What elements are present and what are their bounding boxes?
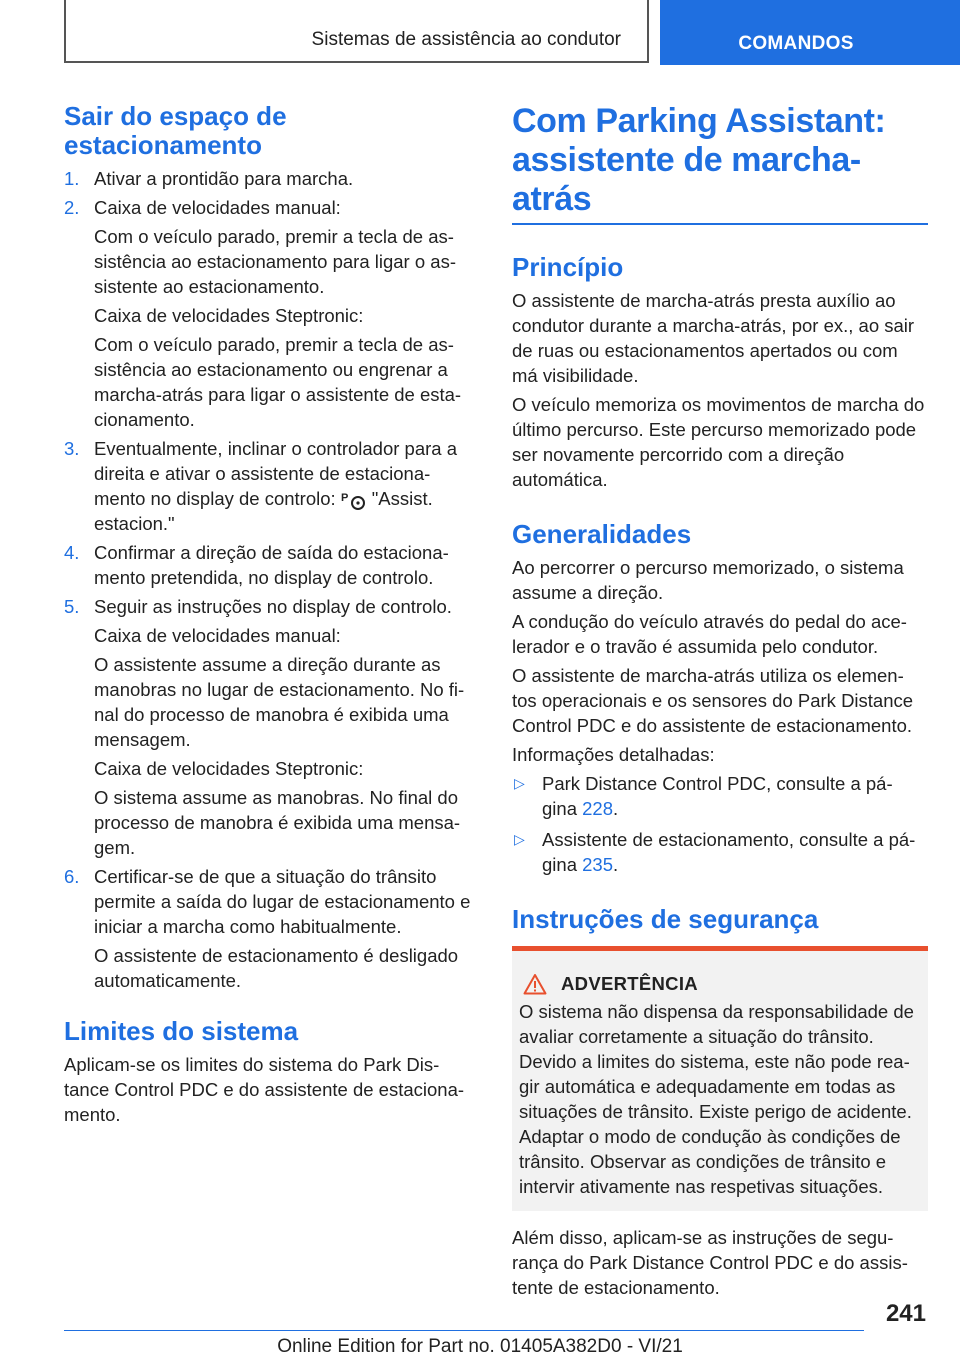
warning-triangle-icon [523, 973, 547, 995]
link-page-228[interactable]: 228 [582, 798, 613, 819]
park-assist-icon [340, 489, 368, 511]
section-title-safety: Instruções de segurança [512, 904, 819, 934]
header-tab-comandos[interactable] [660, 0, 960, 65]
step-6: 6. Certificar-se de que a situação do trânsito permite a saída do lugar de estacionamento e iniciar a marcha como habitualmente. [64, 866, 471, 938]
step-2-manual-text: Com o veículo parado, premir a tecla de as- sistência ao estacionamento para ligar o as- sistente ao estacionamento. [94, 226, 456, 297]
safety-note-text: Além disso, aplicam-se as instruções de segu- rança do Park Distance Control PDC e do assis- tente de estacionamento. [512, 1227, 908, 1298]
section-title-principle: Princípio [512, 252, 624, 282]
footer-divider [64, 1330, 864, 1331]
step-5-steptronic-label: Caixa de velocidades Steptronic: [94, 758, 364, 780]
bullet-pdc: ▷ Park Distance Control PDC, consulte a pá- gina 228. [514, 773, 893, 819]
general-text-1: Ao percorrer o percurso memorizado, o sistema assume a direção. [512, 557, 904, 603]
step-4: 4. Confirmar a direção de saída do estaciona- mento pretendida, no display de controlo. [64, 542, 449, 589]
page-number: 241 [885, 1300, 926, 1327]
principle-text-2: O veículo memoriza os movimentos de marcha do último percurso. Este percurso memorizado pode ser novamente percorrido com a direção automática. [512, 394, 925, 490]
header-tab-label: COMANDOS [738, 33, 854, 54]
warning-box [512, 946, 928, 1211]
step-2-steptronic-label: Caixa de velocidades Steptronic: [94, 305, 364, 326]
limits-text: Aplicam-se os limites do sistema do Park Dis- tance Control PDC e do assistente de estaciona- mento. [64, 1054, 465, 1126]
section-title-system-limits: Limites do sistema [64, 1016, 299, 1047]
step-6-text: O assistente de estacionamento é desligado automaticamente. [94, 945, 459, 992]
link-page-235[interactable]: 235 [582, 854, 613, 875]
header-frame [64, 0, 649, 63]
general-text-2: A condução do veículo através do pedal do ace- lerador e o travão é assumida pelo condutor. [512, 611, 907, 657]
step-5-manual-text: O assistente assume a direção durante as manobras no lugar de estacionamento. No fi- nal do processo de manobra é exibida uma mensagem. [94, 654, 465, 751]
general-text-3: O assistente de marcha-atrás utiliza os elemen- tos operacionais e os sensores do Park Distance Control PDC e do assistente de estacionamento. [512, 665, 914, 736]
general-text-4: Informações detalhadas: [512, 744, 715, 765]
step-5-steptronic-text: O sistema assume as manobras. No final do processo de manobra é exibida uma mensa- gem. [94, 787, 461, 859]
left-column [64, 102, 478, 1131]
bullet-parking-assistant: ▷ Assistente de estacionamento, consulte a pá- gina 235. [514, 829, 916, 875]
step-1: 1. Ativar a prontidão para marcha. [64, 168, 354, 189]
warning-text: O sistema não dispensa da responsabilidade de avaliar corretamente a situação do trânsito. Devido a limites do sistema, este não pode rea- gir automática e adequadamente em todas as situações de trânsito. Existe perigo de acidente. Adaptar o modo de condução às condições de trânsito. Observar as condições de trânsito e intervir ativamente nas respetivas situações. [519, 1001, 914, 1197]
svg-text:P: P [340, 492, 349, 505]
step-5-manual-label: Caixa de velocidades manual: [94, 625, 341, 647]
triangle-bullet-icon: ▷ [514, 775, 525, 791]
section-title-exit-parking: Sair do espaço de estacionamento [64, 101, 287, 160]
step-5: 5. Seguir as instruções no display de controlo. [64, 596, 452, 618]
right-column [512, 102, 928, 1304]
footer-edition: Online Edition for Part no. 01405A382D0 - VI/21 [277, 1336, 683, 1357]
step-3: 3. Eventualmente, inclinar o controlador para a direita e ativar o assistente de estaciona- mento no display de controlo: P "Assist. estacion." [64, 438, 458, 535]
step-2: 2. Caixa de velocidades manual: [64, 197, 341, 218]
section-title-general: Generalidades [512, 519, 692, 549]
triangle-bullet-icon: ▷ [514, 831, 525, 847]
principle-text-1: O assistente de marcha-atrás presta auxílio ao condutor durante a marcha-atrás, por ex., ao sair de ruas ou estacionamentos apertados ou com má visibilidade. [512, 290, 915, 386]
step-2-steptronic-text: Com o veículo parado, premir a tecla de as- sistência ao estacionamento ou engrenar a marcha-atrás para ligar o assistente de esta- cionamento. [94, 334, 462, 430]
header-section-title: Sistemas de assistência ao condutor [311, 29, 621, 50]
main-title: Com Parking Assistant: assistente de marcha-atrás [512, 102, 928, 225]
warning-title: ADVERTÊNCIA [561, 973, 698, 994]
